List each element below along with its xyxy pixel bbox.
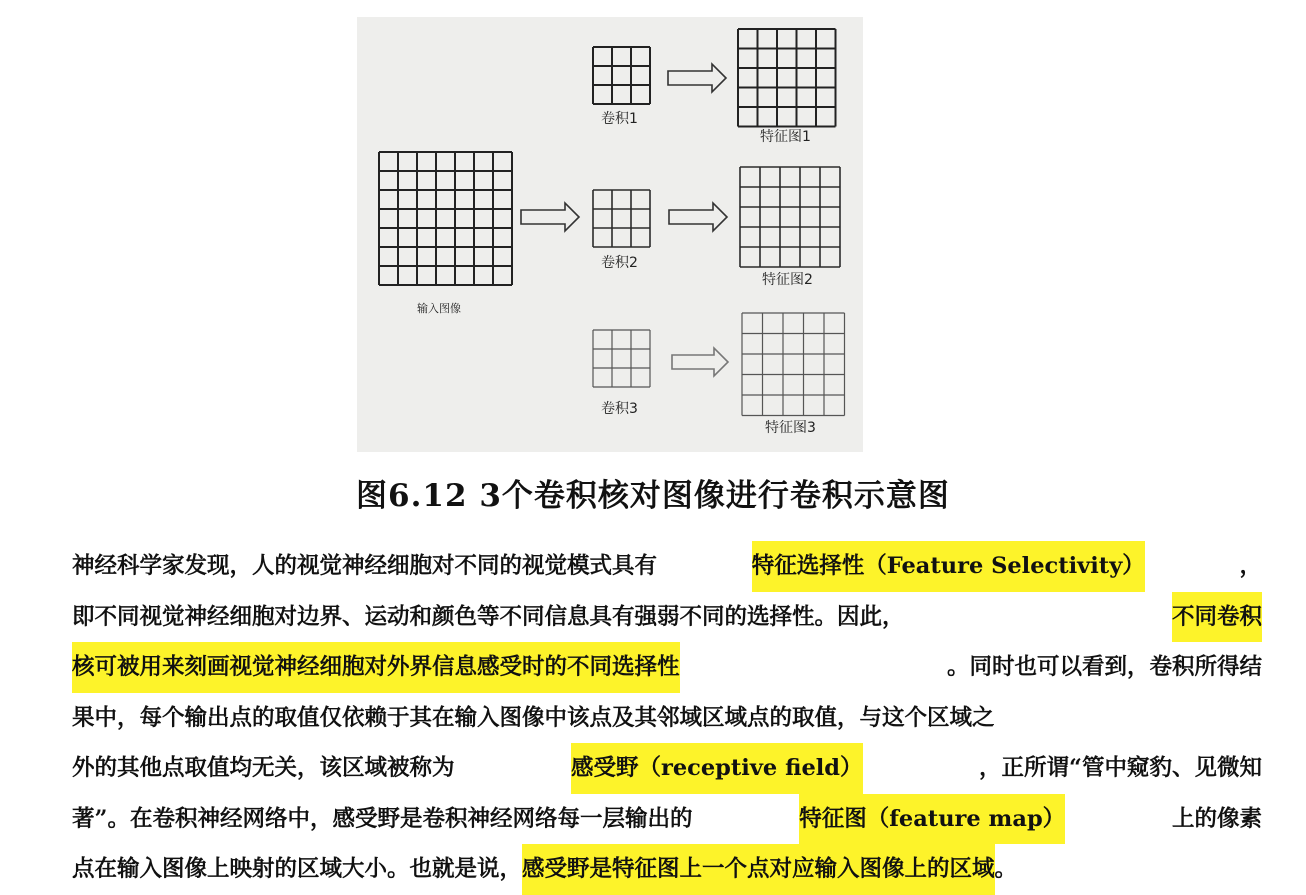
- kernel-label-1: 卷积1: [601, 111, 638, 127]
- paragraph-line: [72, 592, 1262, 643]
- paragraph-text: 外的其他点取值均无关，该区域被称为: [72, 755, 455, 781]
- paragraph-text: 果中，每个输出点的取值仅依赖于其在输入图像中该点及其邻域区域点的取值，与这个区域之: [72, 704, 995, 731]
- paragraph-line: [72, 743, 1262, 794]
- caption-text: 3个卷积核对图像进行卷积示意图: [479, 478, 950, 514]
- paragraph-text: ，正所谓“管中窥豹、见微知: [979, 755, 1262, 781]
- caption-number: 6.12: [388, 478, 468, 514]
- highlighted-text: 不同卷积: [1172, 592, 1262, 643]
- input-image-grid: [379, 152, 512, 285]
- feature-map-grid-2: [740, 167, 840, 267]
- caption-prefix: 图: [356, 478, 389, 514]
- kernel-grid-2: [593, 190, 650, 247]
- paragraph-line: [72, 844, 1262, 895]
- figure-caption: [0, 470, 1306, 515]
- paragraph-text: 即不同视觉神经细胞对边界、运动和颜色等不同信息具有强弱不同的选择性。因此，: [72, 603, 905, 630]
- paragraph-text: 。同时也可以看到，卷积所得结: [946, 654, 1262, 680]
- arrow-kernel3-to-feature3: [672, 348, 728, 376]
- paragraph-text: 上的像素: [1171, 805, 1262, 832]
- feature-map-grid-3: [742, 313, 845, 416]
- highlighted-text: 感受野（receptive field）: [571, 743, 863, 794]
- paragraph-text: 。: [994, 856, 1018, 882]
- paragraph-text: ，: [1239, 553, 1262, 579]
- highlighted-text: 特征图（feature map）: [799, 794, 1065, 845]
- kernel-grid-1: [593, 47, 650, 104]
- figure-image: [357, 17, 863, 452]
- paragraph-text: 著”。在卷积神经网络中，感受野是卷积神经网络每一层输出的: [72, 805, 693, 832]
- feature-map-label-2: 特征图2: [762, 272, 813, 288]
- body-paragraph: [72, 541, 1262, 895]
- input-image-label: 输入图像: [417, 302, 461, 315]
- paragraph-text: 点在输入图像上映射的区域大小。也就是说，: [72, 856, 523, 882]
- arrow-kernel1-to-feature1: [668, 64, 726, 92]
- paragraph-line: [72, 693, 1262, 744]
- convolution-diagram: [357, 17, 863, 452]
- paragraph-line: [72, 642, 1262, 693]
- highlighted-text: 特征选择性（Feature Selectivity）: [752, 541, 1145, 592]
- arrow-input-to-kernel2: [521, 203, 579, 231]
- highlighted-text: 核可被用来刻画视觉神经细胞对外界信息感受时的不同选择性: [72, 642, 680, 693]
- feature-map-label-1: 特征图1: [760, 129, 811, 145]
- kernel-grid-3: [593, 330, 650, 387]
- paragraph-line: [72, 794, 1262, 845]
- kernel-label-3: 卷积3: [601, 401, 638, 417]
- arrow-kernel2-to-feature2: [669, 203, 727, 231]
- paragraph-line: [72, 541, 1262, 592]
- paragraph-text: 神经科学家发现，人的视觉神经细胞对不同的视觉模式具有: [72, 553, 658, 579]
- kernel-label-2: 卷积2: [601, 255, 638, 271]
- feature-map-label-3: 特征图3: [765, 420, 816, 436]
- highlighted-text: 感受野是特征图上一个点对应输入图像上的区域: [522, 844, 995, 895]
- feature-map-grid-1: [738, 29, 836, 127]
